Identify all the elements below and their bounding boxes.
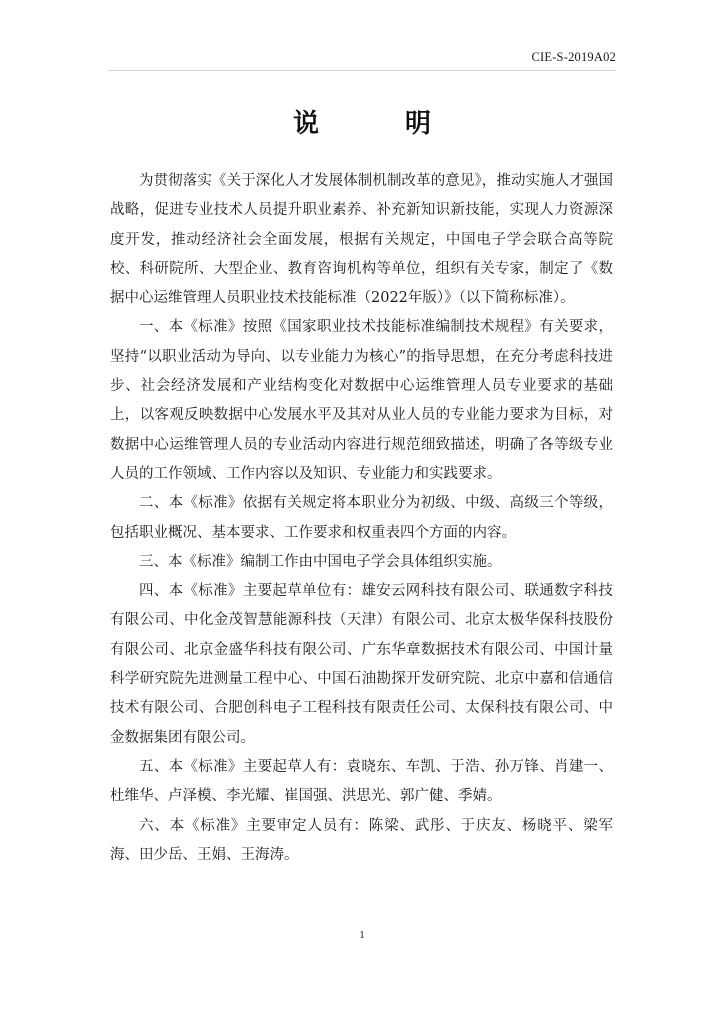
clause-5-paragraph: 五、本《标准》主要起草人有：袁晓东、车凯、于浩、孙万锋、肖建一、杜维华、卢泽模、李光耀、崔国强、洪思光、郭广健、季婧。 [110, 758, 613, 805]
clause-4-paragraph: 四、本《标准》主要起草单位有：雄安云网科技有限公司、联通数字科技有限公司、中化金茂智慧能源科技（天津）有限公司、北京太极华保科技股份有限公司、北京金盛华科技有限公司、广东华章数据技术有限公司、中国计量科学研究院先进测量工程中心、中国石油勘探开发研究院、北京中嘉和信通信技术有限公司、合肥创科电子工程科技有限责任公司、太保科技有限公司、中金数据集团有限公司。 [110, 583, 613, 746]
page-number: 1 [359, 929, 365, 941]
header-divider [108, 70, 616, 71]
clause-6-paragraph: 六、本《标准》主要审定人员有：陈梁、武彤、于庆友、杨晓平、梁军海、田少岳、王娟、王海涛。 [110, 817, 613, 863]
document-body [110, 167, 613, 870]
intro-paragraph: 为贯彻落实《关于深化人才发展体制机制改革的意见》，推动实施人才强国战略，促进专业技术人员提升职业素养、补充新知识新技能，实现人力资源深度开发，推动经济社会全面发展，根据有关规定，中国电子学会联合高等院校、科研院所、大型企业、教育咨询机构等单位，组织有关专家，制定了《数据中心运维管理人员职业技术技能标准（2022年版）》（以下简称标准）。 [110, 173, 613, 307]
page-title: 说 明 [292, 109, 461, 139]
clause-3-paragraph: 三、本《标准》编制工作由中国电子学会具体组织实施。 [139, 553, 502, 570]
document-code: CIE-S-2019A02 [531, 50, 616, 64]
clause-2-paragraph: 二、本《标准》依据有关规定将本职业分为初级、中级、高级三个等级，包括职业概况、基本要求、工作要求和权重表四个方面的内容。 [110, 495, 613, 541]
clause-1-paragraph: 一、本《标准》按照《国家职业技术技能标准编制技术规程》有关要求，坚持“以职业活动为导向、以专业能力为核心”的指导思想，在充分考虑科技进步、社会经济发展和产业结构变化对数据中心运维管理人员专业要求的基础上，以客观反映数据中心发展水平及其对从业人员的专业能力要求为目标，对数据中心运维管理人员的专业活动内容进行规范细致描述，明确了各等级专业人员的工作领域、工作内容以及知识、专业能力和实践要求。 [110, 319, 613, 482]
